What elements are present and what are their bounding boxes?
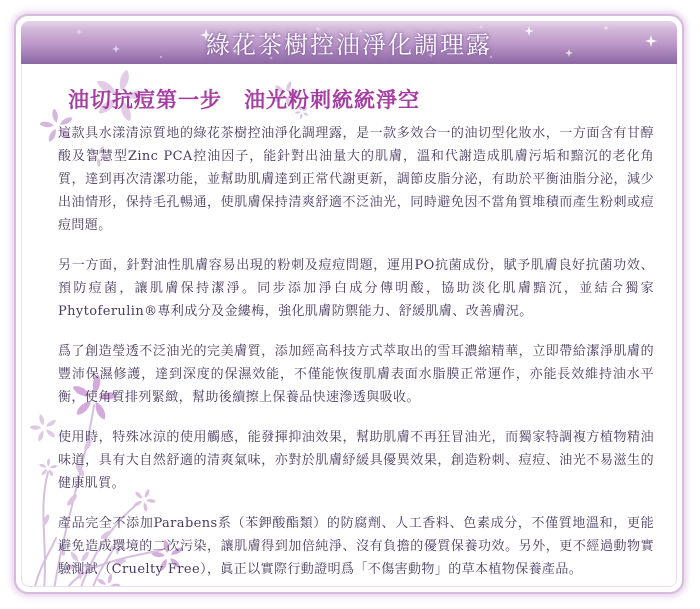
sparkle-icon (76, 29, 82, 35)
sparkle-icon (645, 35, 657, 47)
sparkle-icon (603, 25, 609, 31)
sparkle-icon (524, 26, 534, 36)
sparkle-icon (160, 56, 162, 58)
product-title: 綠花茶樹控油淨化調理露 (206, 31, 492, 59)
sparkle-icon (112, 45, 120, 53)
description-paragraph: 產品完全不添加Parabens系（苯鉀酸酯類）的防腐劑、人工香料、色素成分，不僅質地溫和，更能避免造成環境的二次污染，讓肌膚得到加倍純淨、沒有負擔的優質保養功效。另外，更不經過動物實驗測試（Cruelty Free），眞正以實際行動證明爲「不傷害動物」的草本植物保養產品。 (58, 516, 654, 577)
panel-header (21, 21, 677, 64)
panel-body (21, 64, 677, 587)
description-paragraph: 爲了創造瑩透不泛油光的完美膚質，添加經高科技方式萃取出的雪耳濃縮精華，立即帶給潔淨肌膚的豐沛保濕修護，達到深度的保濕效能，不僅能恢復肌膚表面水脂膜正常運作，亦能長效維持油水平衡，使角質排列緊緻，幫助後續擦上保養品快速滲透與吸收。 (58, 344, 654, 405)
description-paragraph: 另一方面，針對油性肌膚容易出現的粉刺及痘痘問題，運用PO抗菌成份，賦予肌膚良好抗菌功效、預防痘菌，讓肌膚保持潔淨。同步添加淨白成分傳明酸，協助淡化肌膚黯沉，並結合獨家Phytoferulin®專利成分及金縷梅，強化肌膚防禦能力、舒緩肌膚、改善膚況。 (58, 258, 654, 319)
product-description (22, 122, 676, 581)
description-paragraph: 這款具水漾清涼質地的綠花茶樹控油淨化調理露，是一款多效合一的油切型化妝水，一方面含有甘醇酸及智慧型Zinc PCA控油因子，能針對出油量大的肌膚，溫和代謝造成肌膚污垢和黯沉的老化角質，達到再次清潔功能，並幫助肌膚達到正常代謝更新，調節皮脂分泌，有助於平衡油脂分泌，減少出油情形，保持毛孔暢通，使肌膚保持清爽舒適不泛油光，同時避免因不當角質堆積而產生粉刺或痘痘問題。 (58, 126, 654, 233)
product-info-panel (14, 14, 684, 594)
description-paragraph: 使用時，特殊冰涼的使用觸感，能發揮抑油效果，幫助肌膚不再狂冒油光，而獨家特調複方植物精油味道，具有大自然舒適的清爽氣味，亦對於肌膚紓緩具優異效果，創造粉刺、痘痘、油光不易滋生的健康肌質。 (58, 430, 654, 491)
sparkle-icon (565, 49, 573, 57)
section-heading: 油切抗痘第一步 油光粉刺統統淨空 (68, 88, 420, 112)
